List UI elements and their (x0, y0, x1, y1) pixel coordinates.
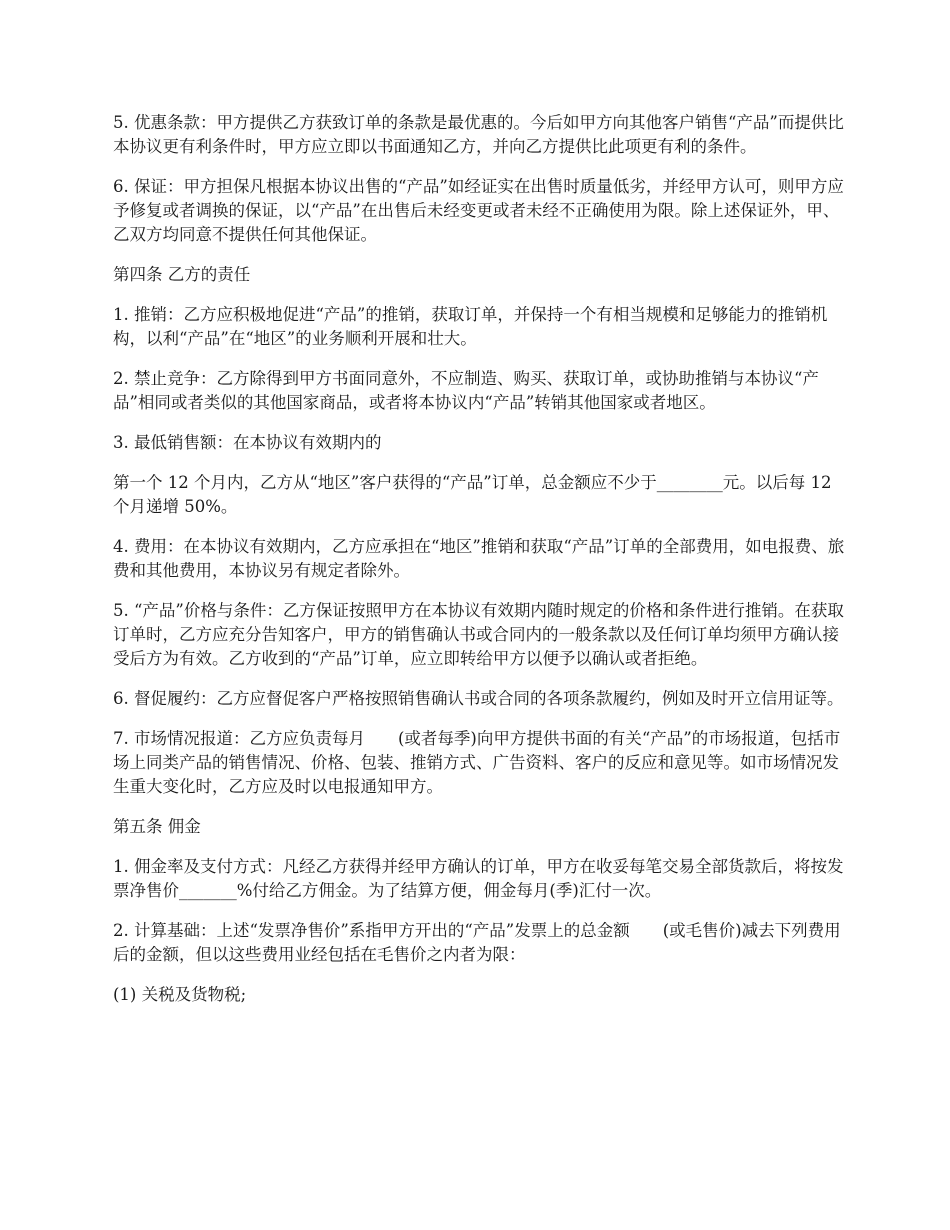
paragraph-warranty: 6. 保证：甲方担保凡根据本协议出售的“产品”如经证实在出售时质量低劣，并经甲方认可，则甲方应予修复或者调换的保证，以“产品”在出售后未经变更或者未经不正确使用为限。除上述保证外，甲、乙双方均同意不提供任何其他保证。 (113, 177, 844, 244)
paragraph-customs-duties: (1) 关税及货物税; (113, 985, 247, 1004)
section-heading-article-4: 第四条 乙方的责任 (113, 265, 251, 284)
paragraph-price-conditions: 5. “产品”价格与条件：乙方保证按照甲方在本协议有效期内随时规定的价格和条件进行推销。在获取订单时，乙方应充分告知客户，甲方的销售确认书或合同内的一般条款以及任何订单均须甲方确认接受后方为有效。乙方收到的“产品”订单，应立即转给甲方以便予以确认或者拒绝。 (113, 601, 844, 668)
paragraph-promotion: 1. 推销：乙方应积极地促进“产品”的推销，获取订单，并保持一个有相当规模和足够能力的推销机构，以利“产品”在“地区”的业务顺利开展和壮大。 (113, 305, 828, 348)
paragraph-first-12-months: 第一个 12 个月内，乙方从“地区”客户获得的“产品”订单，总金额应不少于________元。以后每 12 个月递增 50%。 (113, 473, 832, 516)
paragraph-performance: 6. 督促履约：乙方应督促客户严格按照销售确认书或合同的各项条款履约，例如及时开立信用证等。 (113, 689, 844, 708)
paragraph-preferential-terms: 5. 优惠条款：甲方提供乙方获致订单的条款是最优惠的。今后如甲方向其他客户销售“产品”而提供比本协议更有利条件时，甲方应立即以书面通知乙方，并向乙方提供比此项更有利的条件。 (113, 113, 844, 156)
document-page (113, 111, 853, 1023)
paragraph-commission-rate: 1. 佣金率及支付方式：凡经乙方获得并经甲方确认的订单，甲方在收妥每笔交易全部货款后，将按发票净售价_______%付给乙方佣金。为了结算方便，佣金每月(季)汇付一次。 (113, 857, 844, 900)
paragraph-minimum-sales: 3. 最低销售额：在本协议有效期内的 (113, 433, 382, 452)
paragraph-non-compete: 2. 禁止竞争：乙方除得到甲方书面同意外，不应制造、购买、获取订单，或协助推销与本协议“产品”相同或者类似的其他国家商品，或者将本协议内“产品”转销其他国家或者地区。 (113, 369, 819, 412)
section-heading-article-5: 第五条 佣金 (113, 817, 201, 836)
paragraph-expenses: 4. 费用：在本协议有效期内，乙方应承担在“地区”推销和获取“产品”订单的全部费用，如电报费、旅费和其他费用，本协议另有规定者除外。 (113, 537, 845, 580)
paragraph-calculation-basis: 2. 计算基础：上述“发票净售价”系指甲方开出的“产品”发票上的总金额 (或毛售价)减去下列费用后的金额，但以这些费用业经包括在毛售价之内者为限： (113, 921, 841, 964)
paragraph-market-report: 7. 市场情况报道：乙方应负责每月 (或者每季)向甲方提供书面的有关“产品”的市场报道，包括市场上同类产品的销售情况、价格、包装、推销方式、广告资料、客户的反应和意见等。如市场情况发生重大变化时，乙方应及时以电报通知甲方。 (113, 729, 841, 796)
